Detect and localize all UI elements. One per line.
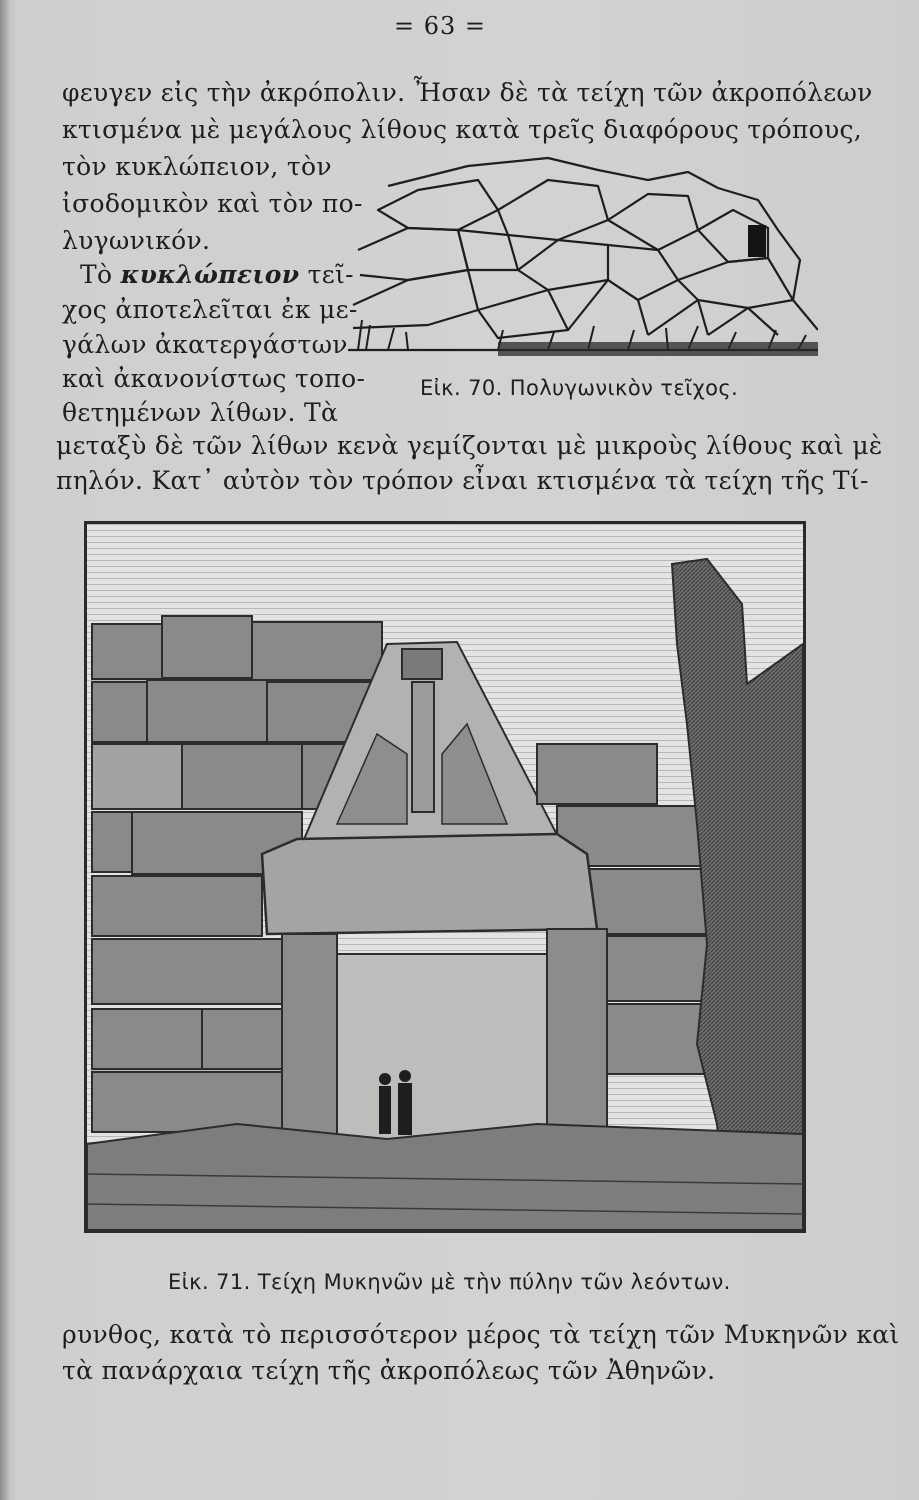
- page-number: = 63 =: [393, 12, 486, 40]
- text-line-13: ρυνθος, κατὰ τὸ περισσότερον μέρος τὰ τείχη τῶν Μυκηνῶν καὶ: [62, 1320, 900, 1349]
- page-gutter-shadow: [0, 0, 10, 1500]
- text-line-2: κτισμένα μὲ μεγάλους λίθους κατὰ τρεῖς διαφόρους τρόπους,: [62, 115, 863, 144]
- text-line-5: λυγωνικόν.: [62, 226, 211, 255]
- figure-71-caption: Εἰκ. 71. Τείχη Μυκηνῶν μὲ τὴν πύλην τῶν λεόντων.: [168, 1270, 731, 1294]
- text-line-14: τὰ πανάρχαια τείχη τῆς ἀκροπόλεως τῶν Ἀθηνῶν.: [62, 1356, 716, 1385]
- text-line-6: [80, 260, 354, 290]
- text-line-12: πηλόν. Κατ᾽ αὐτὸν τὸν τρόπον εἶναι κτισμένα τὰ τείχη τῆς Τί-: [56, 466, 869, 495]
- figure-71-lion-gate: [84, 521, 806, 1233]
- figure-70-polygonal-wall: [348, 150, 818, 375]
- lion-gate-engraving: [87, 524, 803, 1230]
- figure-70-caption: Εἰκ. 70. Πολυγωνικὸν τεῖχος.: [420, 376, 739, 400]
- para2-lead: Τὸ: [80, 260, 121, 289]
- text-line-10: θετημένων λίθων. Τὰ: [62, 398, 339, 427]
- polygonal-wall-drawing: [348, 150, 818, 375]
- text-line-7: χος ἀποτελεῖται ἐκ με-: [62, 295, 358, 324]
- text-line-9: καὶ ἀκανονίστως τοπο-: [62, 364, 366, 393]
- para2-tail: τεῖ-: [299, 260, 354, 289]
- text-line-11: μεταξὺ δὲ τῶν λίθων κενὰ γεμίζονται μὲ μικροὺς λίθους καὶ μὲ: [56, 431, 883, 460]
- text-line-1: φευγεν εἰς τὴν ἀκρόπολιν. Ἦσαν δὲ τὰ τείχη τῶν ἀκροπόλεων: [62, 78, 873, 107]
- text-line-3: τὸν κυκλώπειον, τὸν: [62, 152, 332, 181]
- term-cyclopean: κυκλώπειον: [120, 260, 300, 289]
- text-line-4: ἰσοδομικὸν καὶ τὸν πο-: [62, 189, 363, 218]
- text-line-8: γάλων ἀκατεργάστων: [62, 330, 348, 359]
